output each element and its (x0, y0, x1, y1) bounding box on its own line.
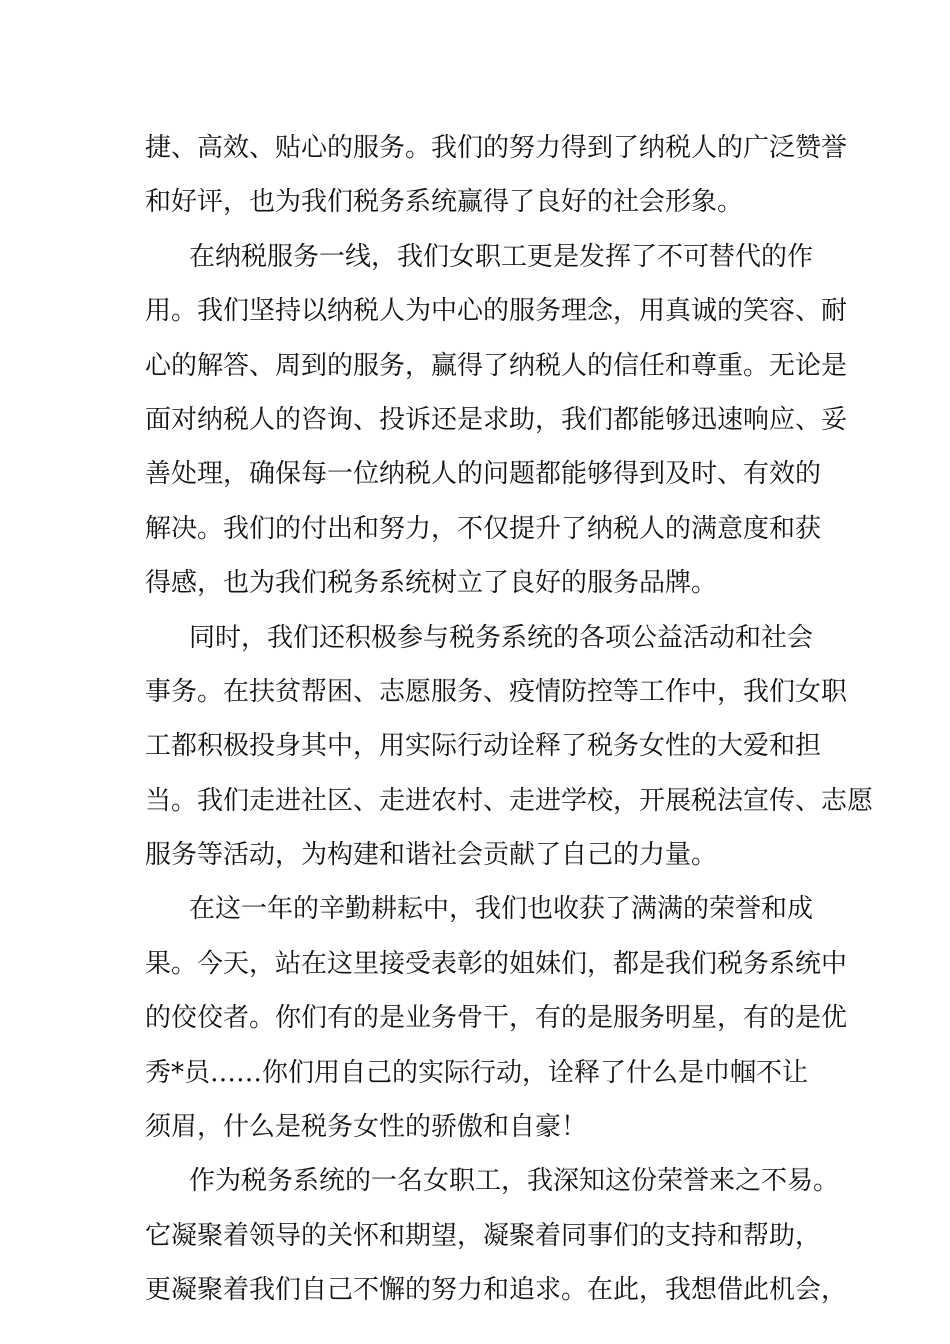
text-line: 在这一年的辛勤耕耘中，我们也收获了满满的荣誉和成 (189, 894, 814, 925)
text-line: 服务等活动，为构建和谐社会贡献了自己的力量。 (145, 840, 718, 871)
text-line: 心的解答、周到的服务，赢得了纳税人的信任和尊重。无论是 (145, 350, 848, 381)
paragraph-3 (145, 611, 874, 883)
text-line: 面对纳税人的咨询、投诉还是求助，我们都能够迅速响应、妥 (145, 404, 848, 435)
text-line: 解决。我们的付出和努力，不仅提升了纳税人的满意度和获 (145, 513, 822, 544)
text-line: 的佼佼者。你们有的是业务骨干，有的是服务明星，有的是优 (145, 1003, 848, 1034)
text-line: 得感，也为我们税务系统树立了良好的服务品牌。 (145, 568, 718, 599)
text-line: 捷、高效、贴心的服务。我们的努力得到了纳税人的广泛赞誉 (145, 133, 848, 163)
paragraph-1 (145, 121, 848, 230)
text-line: 事务。在扶贫帮困、志愿服务、疫情防控等工作中，我们女职 (145, 676, 848, 707)
paragraph-5 (145, 1154, 848, 1317)
text-line: 同时，我们还积极参与税务系统的各项公益活动和社会 (189, 622, 814, 653)
text-line: 秀*员……你们用自己的实际行动，诠释了什么是巾帼不让 (145, 1057, 809, 1088)
text-line: 当。我们走进社区、走进农村、走进学校，开展税法宣传、志愿 (145, 785, 874, 816)
text-line: 更凝聚着我们自己不懈的努力和追求。在此，我想借此机会， (145, 1275, 848, 1306)
text-line: 工都积极投身其中，用实际行动诠释了税务女性的大爱和担 (145, 731, 822, 762)
text-line: 善处理，确保每一位纳税人的问题都能够得到及时、有效的 (145, 459, 822, 490)
text-line: 用。我们坚持以纳税人为中心的服务理念，用真诚的笑容、耐 (145, 296, 848, 327)
paragraph-4 (145, 882, 848, 1154)
text-line: 须眉，什么是税务女性的骄傲和自豪！ (145, 1112, 588, 1143)
paragraph-2 (145, 230, 848, 611)
text-line: 果。今天，站在这里接受表彰的姐妹们，都是我们税务系统中 (145, 948, 848, 979)
document-body (145, 121, 874, 1318)
text-line: 它凝聚着领导的关怀和期望，凝聚着同事们的支持和帮助， (145, 1220, 822, 1251)
text-line: 在纳税服务一线，我们女职工更是发挥了不可替代的作 (189, 241, 814, 272)
text-line: 和好评，也为我们税务系统赢得了良好的社会形象。 (145, 187, 744, 218)
text-line: 作为税务系统的一名女职工，我深知这份荣誉来之不易。 (189, 1166, 840, 1197)
